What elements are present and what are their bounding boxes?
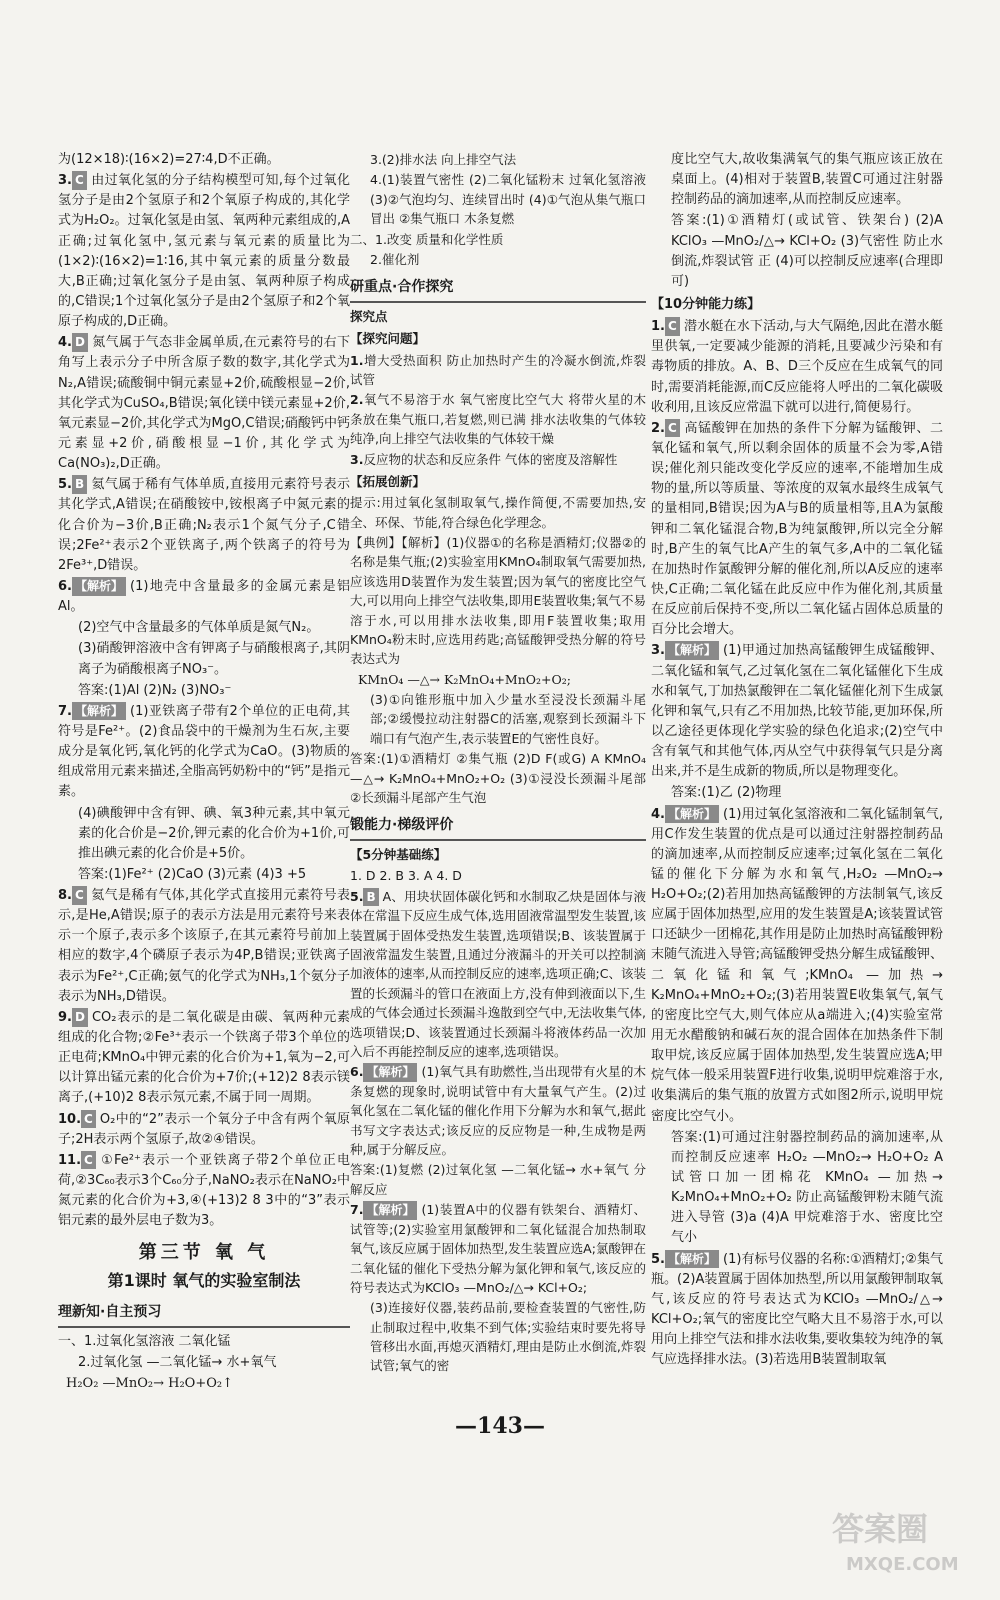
answer-paragraph	[350, 749, 646, 807]
answer-text: KMnO₄ —△→ K₂MnO₄+MnO₂+O₂;	[358, 671, 571, 687]
question-number: 4.	[58, 335, 72, 351]
question-number: 4.	[651, 806, 665, 822]
question-number: 5.	[350, 888, 364, 904]
answer-label: C	[665, 419, 680, 438]
question-number: 7.	[58, 703, 72, 719]
question-number: 1.	[651, 319, 665, 335]
answer-paragraph	[350, 690, 646, 748]
answer-paragraph	[58, 886, 350, 1007]
answer-text: 答案:(1)可通过注射器控制药品的滴加速率,从而控制反应速率 H₂O₂ —MnO₂→ H₂O+O₂ A 试管口加一团棉花 KMnO₄ —加热→ K₂MnO₄+MnO₂+O₂ 防止高锰酸钾粉末随气流进入导管 (3)a (4)A 甲烷难溶于水、密度比空气小	[671, 1129, 943, 1246]
answer-text: 由过氧化氢的分子结构模型可知,每个过氧化氢分子是由2个氢原子和2个氧原子构成的,其化学式为H₂O₂。过氧化氢是由氢、氧两种元素组成的,A正确;过氧化氢中,氢元素与氧元素的质量比为(1×2)∶(16×2)=1∶16,其中氧元素的质量分数最大,B正确;过氧化氢分子是由氢、氧两种原子构成的,C错误;1个过氧化氢分子是由2个氢原子和2个氧原子构成的,D正确。	[58, 173, 350, 330]
answer-label: 【解析】	[72, 702, 126, 721]
question-number: 11.	[58, 1152, 82, 1168]
answer-paragraph	[651, 1128, 943, 1249]
answer-label: 【解析】	[665, 805, 719, 824]
answer-text: ①Fe²⁺表示一个亚铁离子带2个单位正电荷,②3C₆₀表示3个C₆₀分子,NaNO₂表示在NaNO₂中氮元素的化合价为+3,④(+13)2 8 3中的“3”表示铝元素的最外层电子数为3。	[58, 1152, 350, 1229]
page-number: —143—	[455, 1413, 545, 1439]
subheading: 【探究问题】	[350, 331, 426, 347]
answer-text: 度比空气大,故收集满氧气的集气瓶应该正放在桌面上。(4)相对于装置B,装置C可通过注射器控制药品的滴加速率,从而控制反应速率。	[671, 152, 943, 208]
answer-text: 答案:(1)①酒精灯 ②集气瓶 (2)D F(或G) A KMnO₄ —△→ K₂MnO₄+MnO₂+O₂ (3)①浸没长颈漏斗尾部 ②长颈漏斗尾部产生气泡	[350, 751, 646, 805]
answer-label: 【解析】	[363, 1201, 417, 1220]
answer-text: 答案:(1)Al (2)N₂ (3)NO₃⁻	[78, 682, 232, 698]
answer-label: B	[363, 888, 378, 907]
answer-paragraph	[350, 493, 646, 532]
column-right	[651, 150, 943, 1371]
answer-text: 二、1.改变 质量和化学性质	[350, 231, 504, 247]
answer-text: 2.催化剂	[370, 251, 420, 267]
answer-text: (4)碘酸钾中含有钾、碘、氧3种元素,其中氧元素的化合价是−2价,钾元素的化合价为+1价,可推出碘元素的化合价是+5价。	[78, 805, 350, 861]
answer-label: 【解析】	[363, 1063, 417, 1082]
answer-text: 氮气属于气态非金属单质,在元素符号的右下角写上表示分子中所含原子数的数字,其化学式为N₂,A错误;硫酸铜中铜元素显+2价,硫酸根显−2价,其化学式为CuSO₄,B错误;氧化镁中镁元素显+2价,氧元素显−2价,其化学式为MgO,C错误;硝酸钙中钙元素显+2价,硝酸根显−1价,其化学式为Ca(NO₃)₂,D正确。	[58, 335, 350, 472]
answer-paragraph	[350, 1200, 646, 1297]
answer-text: 答案:(1)复燃 (2)过氧化氢 —二氧化锰→ 水+氧气 分解反应	[350, 1162, 646, 1197]
question-number: 8.	[58, 888, 72, 904]
answer-text: (3)①向锥形瓶中加入少量水至浸没长颈漏斗尾部;②缓慢拉动注射器C的活塞,观察到长颈漏斗下端口有气泡产生,表示装置E的气密性良好。	[370, 692, 646, 746]
section-title: 第三节 氧 气	[138, 1242, 270, 1264]
question-number: 6.	[350, 1064, 364, 1080]
section-heading: 理新知·自主预习	[58, 1300, 350, 1328]
answer-paragraph	[350, 670, 646, 689]
answer-paragraph	[651, 150, 943, 210]
question-number: 9.	[58, 1009, 72, 1025]
answer-text: (3)硝酸钾溶液中含有钾离子与硝酸根离子,其阴离子为硝酸根离子NO₃⁻。	[78, 641, 350, 677]
watermark-line2: MXQE.COM	[846, 1554, 959, 1575]
answer-text: 2.过氧化氢 —二氧化锰→ 水+氧气	[78, 1354, 277, 1370]
answer-text: 答案:(1)Fe²⁺ (2)CaO (3)元素 (4)3 +5	[78, 866, 307, 882]
answer-paragraph	[58, 681, 350, 701]
answer-text: 氦气是稀有气体,其化学式直接用元素符号表示,是He,A错误;原子的表示方法是用元素符号来表示一个原子,表示多个该原子,在其元素符号前加上相应的数字,4个磷原子表示为4P,B错误;亚铁离子表示为Fe²⁺,C正确;氨气的化学式为NH₃,1个氨分子表示为NH₃,D错误。	[58, 888, 350, 1004]
answer-label: 【解析】	[72, 577, 126, 596]
answer-label: 【解析】	[665, 641, 719, 660]
answer-text: 高锰酸钾在加热的条件下分解为锰酸钾、二氧化锰和氧气,所以剩余固体的质量不会为零,A错误;催化剂只能改变化学反应的速率,不能增加生成物的量,所以等质量、等浓度的双氧水最终生成氧气的量相同,B错误;因为A与B的质量相等,且A为氯酸钾和二氧化锰混合物,B为纯氯酸钾,所以完全分解时,B产生的氧气比A产生的氧气多,A中的二氧化锰在加热时作氯酸钾分解的催化剂,所以A反应的速率快,C正确;二氧化锰在此反应中作为催化剂,其质量在反应前后保持不变,所以二氧化锰占固体总质量的百分比会增大。	[651, 420, 943, 638]
answer-label: C	[665, 317, 680, 336]
answer-text: (1)装置A中的仪器有铁架台、酒精灯、试管等;(2)实验室用氯酸钾和二氧化锰混合加热制取氧气,该反应属于固体加热型,发生装置应选A;氯酸钾在二氧化锰的催化下受热分解为氯化钾和氧气,该反应的符号表达式为KClO₃ —MnO₂/△→ KCl+O₂;	[350, 1202, 646, 1295]
answer-label: 【解析】	[665, 1250, 719, 1269]
question-number: 3.	[58, 173, 72, 189]
answer-paragraph	[651, 641, 943, 782]
answer-paragraph	[651, 783, 943, 803]
answer-text: 氧气不易溶于水 氧气密度比空气大 将带火星的木条放在集气瓶口,若复燃,则已满 排水法收集的气体较纯净,向上排空气法收集的气体较干燥	[350, 392, 646, 447]
answer-paragraph	[651, 1250, 943, 1371]
watermark-line1: 答案圈	[832, 1510, 929, 1548]
answer-paragraph	[350, 170, 646, 228]
lesson-title: 第1课时 氧气的实验室制法	[107, 1271, 301, 1291]
question-number: 3.	[651, 643, 665, 659]
answer-label: D	[72, 333, 88, 352]
question-number: 5.	[58, 477, 72, 493]
question-number: 2.	[651, 420, 665, 436]
answer-text: 一、1.过氧化氢溶液 二氧化锰	[58, 1333, 231, 1349]
answer-paragraph	[350, 250, 646, 269]
answer-label: C	[81, 1151, 96, 1170]
answer-text: 【典例】【解析】(1)仪器①的名称是酒精灯;仪器②的名称是集气瓶;(2)实验室用KMnO₄制取氧气需要加热,应该选用D装置作为发生装置;因为氧气的密度比空气大,可以用向上排空气法收集,即用E装置收集;氧气不易溶于水,可以用排水法收集,即用F装置收集;取用KMnO₄粉末时,应选用药匙;高锰酸钾受热分解的符号表达式为	[350, 535, 646, 667]
subheading: 【5分钟基础练】	[350, 847, 447, 862]
answer-text: (1)有标号仪器的名称:①酒精灯;②集气瓶。(2)A装置属于固体加热型,所以用氯酸钾制取氧气,该反应的符号表达式为KClO₃ —MnO₂/△→ KCl+O₂;氧气的密度比空气略大且不易溶于水,可以用向上排空气法和排水法收集,要收集较为纯净的氧气应选择排水法。(3)若选用B装置制取氧	[651, 1251, 943, 1368]
answer-paragraph	[651, 317, 943, 418]
answer-paragraph	[651, 211, 943, 292]
answer-label: C	[81, 1110, 96, 1129]
answer-paragraph	[58, 171, 350, 332]
section-heading: 研重点·合作探究	[350, 275, 646, 303]
answer-label: C	[72, 171, 87, 190]
answer-paragraph	[350, 390, 646, 448]
answer-text: (3)连接好仪器,装药品前,要检查装置的气密性,防止制取过程中,收集不到气体;实验结束时要先将导管移出水面,再熄灭酒精灯,理由是防止水倒流,炸裂试管;氧气的密	[370, 1300, 646, 1374]
answer-text: 答案:(1)①酒精灯(或试管、铁架台) (2)A KClO₃ —MnO₂/△→ KCl+O₂ (3)气密性 防止水倒流,炸裂试管 正 (4)可以控制反应速率(合理即可)	[671, 213, 943, 289]
answer-text: (2)空气中含量最多的气体单质是氮气N₂。	[78, 620, 320, 636]
answer-paragraph	[350, 1160, 646, 1199]
answer-text: (1)甲通过加热高锰酸钾生成锰酸钾、二氧化锰和氧气,乙过氧化氢在二氧化锰催化下生成水和氧气,丁加热氯酸钾在二氧化锰催化剂下生成氯化钾和氧气,只有乙不用加热,比较节能,更加环保,所以乙途径更体现化学实验的绿色化追求;(2)空气中含有氧气和其他气体,丙从空气中获得氧气只是分离出来,并不是生成新的物质,所以是物理变化。	[651, 643, 943, 780]
answer-paragraph	[350, 450, 646, 469]
answer-text: O₂中的“2”表示一个氧分子中含有两个氧原子;2H表示两个氢原子,故②④错误。	[58, 1111, 350, 1147]
column-middle	[350, 150, 646, 1377]
answer-paragraph	[350, 866, 646, 885]
answer-paragraph	[58, 1374, 350, 1394]
answer-text: 提示:用过氧化氢制取氧气,操作简便,不需要加热,安全、环保、节能,符合绿色化学理念。	[350, 495, 646, 530]
answer-paragraph	[58, 333, 350, 474]
answer-paragraph	[58, 1008, 350, 1109]
answer-text: (1)氧气具有助燃性,当出现带有火星的木条复燃的现象时,说明试管中有大量氧气产生。(2)过氧化氢在二氧化锰的催化作用下分解为水和氧气,据此书写文字表达式;该反应的反应物是一种,生成物是两种,属于分解反应。	[350, 1064, 646, 1158]
answer-label: D	[72, 1008, 88, 1027]
section-heading: 锻能力·梯级评价	[350, 813, 646, 841]
answer-paragraph	[350, 1062, 646, 1159]
question-number: 6.	[58, 578, 72, 594]
answer-paragraph	[58, 618, 350, 638]
subheading: 探究点	[350, 308, 388, 324]
subheading: 【拓展创新】	[350, 473, 426, 489]
watermark-logo	[826, 1500, 986, 1580]
answer-text: A、用块状固体碳化钙和水制取乙炔是固体与液体在常温下反应生成气体,选用固液常温型发生装置,该装置属于固体受热发生装置,选项错误;B、该装置属于固液常温发生装置,且通过分液漏斗的开关可以控制滴加液体的速率,从而控制反应的速率,选项正确;C、该装置的长颈漏斗的管口在液面上方,没有伸到液面以下,生成的气体会通过长颈漏斗逸散到空气中,无法收集气体,选项错误;D、该装置通过长颈漏斗将液体药品一次加入后不再能控制反应的速率,选项错误。	[350, 888, 646, 1059]
answer-paragraph	[350, 351, 646, 390]
answer-paragraph	[58, 1151, 350, 1232]
answer-paragraph	[350, 150, 646, 169]
answer-text: (1)亚铁离子带有2个单位的正电荷,其符号是Fe²⁺。(2)食品袋中的干燥剂为生石灰,主要成分是氧化钙,氧化钙的化学式为CaO。(3)物质的组成常用元素来描述,全脂高钙奶粉中的“钙”是指元素。	[58, 703, 350, 800]
answer-text: 氦气属于稀有气体单质,直接用元素符号表示其化学式,A错误;在硝酸铵中,铵根离子中氮元素的化合价为−3价,B正确;N₂表示1个氮气分子,C错误;2Fe²⁺表示2个亚铁离子,两个铁离子的符号为2Fe³⁺,D错误。	[58, 477, 350, 573]
question-number: 3.	[350, 451, 364, 467]
answer-text: 答案:(1)乙 (2)物理	[671, 785, 782, 801]
answer-paragraph	[350, 887, 646, 1062]
answer-text: (1)地壳中含量最多的金属元素是铝Al。	[58, 578, 350, 615]
answer-paragraph	[350, 230, 646, 249]
question-number: 1.	[350, 352, 364, 368]
question-number: 7.	[350, 1202, 364, 1218]
subheading: 【10分钟能力练】	[651, 296, 761, 312]
answer-paragraph	[58, 475, 350, 576]
answer-text: CO₂表示的是二氧化碳是由碳、氧两种元素组成的化合物;②Fe³⁺表示一个铁离子带3个单位的正电荷;KMnO₄中钾元素的化合价为+1,氧为−2,可以计算出锰元素的化合价为+7价;(+12)2 8表示镁离子,(+10)2 8表示氖元素,不属于同一周期。	[58, 1009, 350, 1106]
answer-paragraph	[58, 577, 350, 617]
answer-paragraph	[350, 533, 646, 669]
answer-paragraph	[350, 1298, 646, 1376]
answer-paragraph	[58, 639, 350, 679]
answer-paragraph	[58, 804, 350, 864]
answer-text: 1. D 2. B 3. A 4. D	[350, 868, 462, 884]
question-number: 10.	[58, 1111, 82, 1127]
answer-text: (1)用过氧化氢溶液和二氧化锰制氧气,用C作发生装置的优点是可以通过注射器控制药品的滴加速率,从而控制反应速率;过氧化氢在二氧化锰的催化下分解为水和氧气,H₂O₂ —MnO₂→ H₂O+O₂;(2)若用加热高锰酸钾的方法制氧气,该反应属于固体加热型,应用的发生装置是A;该装置试管口还缺少一团棉花,其作用是防止加热时高锰酸钾粉末随气流进入导管;高锰酸钾受热分解生成锰酸钾、二氧化锰和氧气;KMnO₄ —加热→ K₂MnO₄+MnO₂+O₂;(3)若用装置E收集氧气,氧气的密度比空气大,则气体应从a端进入;(4)实验室常用无水醋酸钠和碱石灰的混合固体在加热条件下制取甲烷,该反应属于固体加热型,发生装置应选A;甲烷气体一般采用装置F进行收集,说明甲烷难溶于水,收集满后的集气瓶的放置方式如图2所示,说明甲烷密度比空气小。	[651, 806, 943, 1124]
answer-label: C	[72, 886, 87, 905]
question-number: 5.	[651, 1251, 665, 1267]
question-number: 2.	[350, 392, 364, 408]
answer-paragraph	[651, 419, 943, 641]
answer-paragraph	[58, 1332, 350, 1352]
answer-paragraph	[58, 1353, 350, 1373]
answer-text: 为(12×18)∶(16×2)=27∶4,D不正确。	[58, 152, 280, 167]
answer-paragraph	[58, 1110, 350, 1150]
answer-text: 3.(2)排水法 向上排空气法	[370, 152, 517, 167]
answer-paragraph	[651, 805, 943, 1127]
answer-paragraph	[58, 865, 350, 885]
answer-text: 增大受热面积 防止加热时产生的冷凝水倒流,炸裂试管	[350, 352, 646, 388]
answer-text: 4.(1)装置气密性 (2)二氧化锰粉末 过氧化氢溶液 (3)②气泡均匀、连续冒出时 (4)①气泡从集气瓶口冒出 ②集气瓶口 木条复燃	[370, 172, 646, 227]
answer-text: 反应物的状态和反应条件 气体的密度及溶解性	[363, 451, 618, 467]
answer-text: 潜水艇在水下活动,与大气隔绝,因此在潜水艇里供氧,一定要减少能源的消耗,且要减少污染和有毒物质的排放。A、B、D三个反应在生成氧气的同时,需要消耗能源,而C反应能将人呼出的二氧化碳吸收利用,且该反应常温下就可以进行,简便易行。	[651, 319, 943, 415]
answer-paragraph	[58, 702, 350, 803]
answer-paragraph	[58, 150, 350, 170]
answer-label: B	[72, 475, 87, 494]
answer-text: H₂O₂ —MnO₂→ H₂O+O₂↑	[66, 1376, 233, 1392]
column-left	[58, 150, 350, 1395]
